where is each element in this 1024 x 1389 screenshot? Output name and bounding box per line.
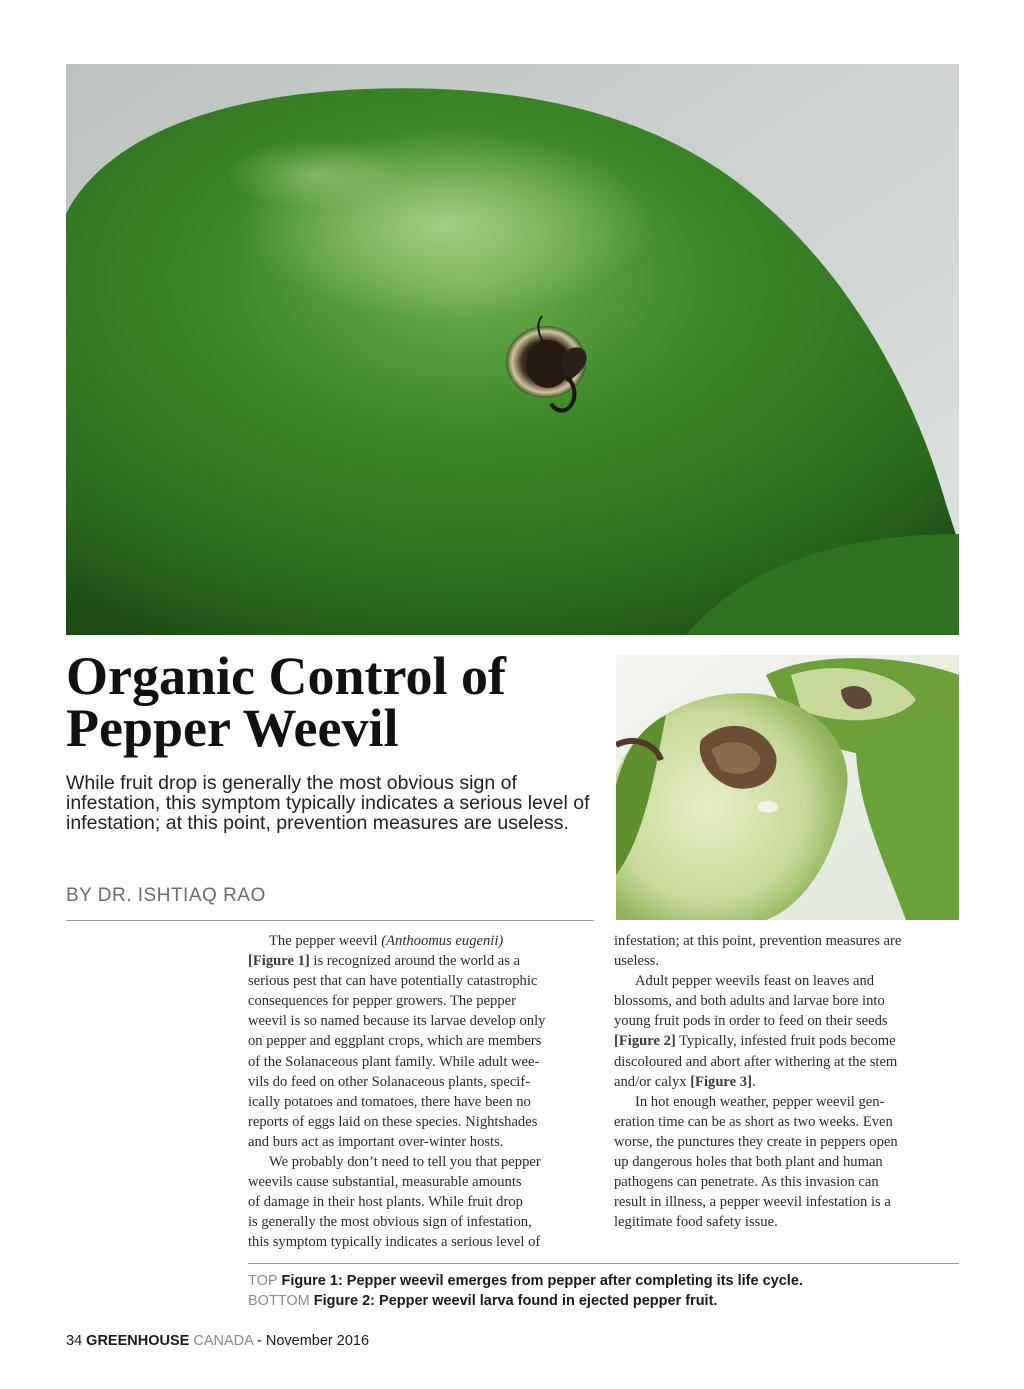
- inset-photo-larva-in-pepper: [616, 655, 959, 920]
- body-line: young fruit pods in order to feed on their seeds: [614, 1013, 888, 1030]
- page-number: 34: [66, 1333, 83, 1349]
- figure-reference: [Figure 1]: [248, 953, 310, 970]
- article-title: [66, 646, 606, 758]
- caption-position-label: BOTTOM: [248, 1293, 310, 1309]
- cut-pepper-illustration: [616, 655, 959, 920]
- figure-caption-bottom: [248, 1291, 717, 1311]
- caption-text: Figure 2: Pepper weevil larva found in ejected pepper fruit.: [313, 1293, 718, 1309]
- body-line: worse, the punctures they create in peppers open: [614, 1133, 898, 1150]
- page-folio: [66, 1333, 369, 1349]
- article-title-line-2: Pepper Weevil: [66, 698, 399, 758]
- body-line: consequences for pepper growers. The pepper: [248, 993, 516, 1010]
- body-text: is recognized around the world as a: [309, 953, 521, 970]
- body-line: serious pest that can have potentially catastrophic: [248, 973, 538, 990]
- body-column-1: [248, 931, 590, 1253]
- body-line: reports of eggs laid on these species. Nightshades: [248, 1113, 538, 1130]
- body-line: of damage in their host plants. While fruit drop: [248, 1194, 523, 1211]
- body-text: The pepper weevil: [269, 933, 382, 949]
- body-text: Typically, infested fruit pods become: [675, 1033, 896, 1050]
- body-line: ically potatoes and tomatoes, there have been no: [248, 1093, 531, 1110]
- article-title-line-1: Organic Control of: [66, 646, 506, 706]
- pepper-illustration: [66, 64, 959, 635]
- body-text: and/or calyx: [614, 1073, 691, 1090]
- body-line: vils do feed on other Solanaceous plants, specif-: [248, 1073, 531, 1090]
- issue-date: - November 2016: [257, 1333, 370, 1349]
- body-line: legitimate food safety issue.: [614, 1214, 778, 1231]
- body-line: Adult pepper weevils feast on leaves and: [635, 973, 875, 990]
- body-column-2: [614, 931, 960, 1232]
- body-line: [614, 1031, 960, 1051]
- body-line: [248, 951, 590, 971]
- figure-caption-top: [248, 1271, 803, 1291]
- body-line: useless.: [614, 953, 659, 970]
- body-line: [248, 931, 590, 951]
- body-line: on pepper and eggplant crops, which are members: [248, 1033, 542, 1050]
- body-line: is generally the most obvious sign of infestation,: [248, 1214, 532, 1231]
- hero-photo-weevil-on-pepper: [66, 64, 959, 635]
- body-line: and burs act as important over-winter hosts.: [248, 1133, 504, 1150]
- body-line: blossoms, and both adults and larvae bore into: [614, 993, 885, 1010]
- body-line: infestation; at this point, prevention measures are: [614, 933, 902, 949]
- body-line: result in illness, a pepper weevil infestation is a: [614, 1194, 891, 1211]
- magazine-name-light: CANADA: [193, 1333, 253, 1349]
- body-line: In hot enough weather, pepper weevil gen-: [635, 1093, 885, 1110]
- body-text: .: [751, 1073, 756, 1090]
- body-line: this symptom typically indicates a serious level of: [248, 1234, 541, 1251]
- caption-text: Figure 1: Pepper weevil emerges from pepper after completing its life cycle.: [281, 1273, 803, 1289]
- body-line: [614, 1072, 960, 1092]
- caption-divider: [248, 1263, 959, 1264]
- byline-divider: [66, 920, 594, 921]
- figure-reference: [Figure 3]: [690, 1073, 752, 1090]
- body-line: of the Solanaceous plant family. While adult wee-: [248, 1053, 540, 1070]
- body-line: We probably don’t need to tell you that pepper: [269, 1154, 541, 1171]
- caption-position-label: TOP: [248, 1273, 278, 1289]
- body-line: discoloured and abort after withering at the stem: [614, 1053, 898, 1070]
- figure-reference: [Figure 2]: [614, 1033, 676, 1050]
- article-byline: BY DR. ISHTIAQ RAO: [66, 885, 266, 906]
- body-line: eration time can be as short as two weeks. Even: [614, 1113, 893, 1130]
- body-line: up dangerous holes that both plant and human: [614, 1154, 883, 1171]
- scientific-name: (Anthoomus eugenii): [381, 933, 504, 949]
- magazine-name-bold: GREENHOUSE: [86, 1333, 190, 1349]
- body-line: weevils cause substantial, measurable amounts: [248, 1174, 522, 1191]
- body-line: weevil is so named because its larvae develop only: [248, 1013, 546, 1030]
- body-line: pathogens can penetrate. As this invasion can: [614, 1174, 879, 1191]
- article-deck: While fruit drop is generally the most obvious sign of infestation, this symptom typically indicates a serious level of infestation; at this point, prevention measures are useless.: [66, 772, 590, 834]
